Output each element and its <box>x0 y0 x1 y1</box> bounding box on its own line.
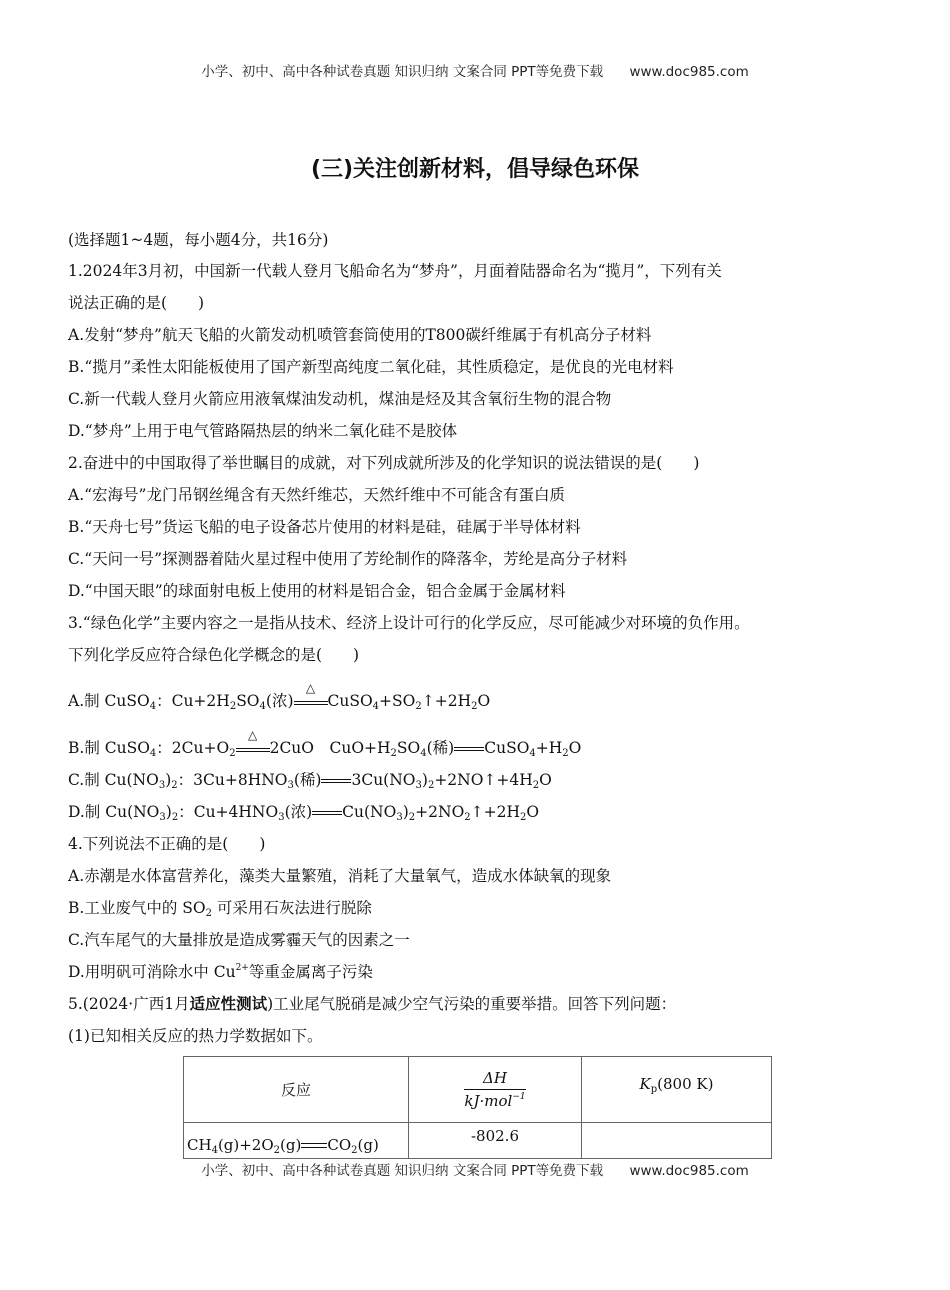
q2-option-a: A.“宏海号”龙门吊钢丝绳含有天然纤维芯，天然纤维中不可能含有蛋白质 <box>68 486 565 504</box>
reaction-cell: $CH_4(g)+2O_2(g)$ $CO_2(g)$ <box>184 1123 409 1159</box>
q2-option-d: D.“中国天眼”的球面射电板上使用的材料是铝合金，铝合金属于金属材料 <box>68 582 566 600</box>
section-intro: (选择题1~4题，每小题4分，共16分) <box>68 231 329 249</box>
q3-option-a: A.制 CuSO$_4$：$Cu+2H_2SO_4$(浓) △ $CuSO_4+SO_2↑+2H_2O$ <box>68 681 491 712</box>
q4-stem: 4.下列说法不正确的是( ) <box>68 835 266 853</box>
q3-stem-line1: 3.“绿色化学”主要内容之一是指从技术、经济上设计可行的化学反应，尽可能减少对环境的负作用。 <box>68 614 750 632</box>
footer-text: 小学、初中、高中各种试卷真题 知识归纳 文案合同 PPT等免费下载 <box>201 1163 604 1179</box>
heat-condition: △ <box>236 746 270 752</box>
q4-option-d: D.用明矾可消除水中 $Cu^{2+}$等重金属离子污染 <box>68 963 373 981</box>
dh-value-cell: -802.6 <box>409 1123 582 1159</box>
q2-option-b: B.“天舟七号”货运飞船的电子设备芯片使用的材料是硅，硅属于半导体材料 <box>68 518 581 536</box>
q2-option-c: C.“天问一号”探测器着陆火星过程中使用了芳纶制作的降落伞，芳纶是高分子材料 <box>68 550 628 568</box>
page-title: (三)关注创新材料，倡导绿色环保 <box>310 157 640 182</box>
q3-option-c: C.制 $Cu(NO_3)_2$：$3Cu+8HNO_3$(稀) $3Cu(NO_3)_2+2NO↑+4H_2O$ <box>68 771 552 791</box>
q5-sub1: (1)已知相关反应的热力学数据如下。 <box>68 1027 323 1045</box>
q1-option-c: C.新一代载人登月火箭应用液氧煤油发动机，煤油是烃及其含氧衍生物的混合物 <box>68 390 612 408</box>
col-header-dh: $\frac{\Delta H}{kJ\cdot mol^{-1}}$ <box>409 1057 582 1123</box>
q1-option-b: B.“揽月”柔性太阳能板使用了国产新型高纯度二氧化硅，其性质稳定，是优良的光电材料 <box>68 358 674 376</box>
page-header <box>0 60 950 80</box>
footer-url[interactable]: www.doc985.com <box>629 1163 749 1179</box>
q4-option-a: A.赤潮是水体富营养化，藻类大量繁殖，消耗了大量氧气，造成水体缺氧的现象 <box>68 867 612 885</box>
q3-option-d: D.制 $Cu(NO_3)_2$：$Cu+4HNO_3$(浓) $Cu(NO_3)_2+2NO_2↑+2H_2O$ <box>68 803 540 823</box>
q1-option-d: D.“梦舟”上用于电气管路隔热层的纳米二氧化硅不是胶体 <box>68 422 458 440</box>
q3-option-b: B.制 CuSO$_4$：$2Cu+O_2$ △ 2CuO $CuO+H_2SO_4$(稀) $CuSO_4+H_2O$ <box>68 728 582 759</box>
q1-option-a: A.发射“梦舟”航天飞船的火箭发动机喷管套筒使用的T800碳纤维属于有机高分子材料 <box>68 326 652 344</box>
kp-value-cell <box>582 1123 772 1159</box>
header-text: 小学、初中、高中各种试卷真题 知识归纳 文案合同 PPT等免费下载 <box>201 64 604 80</box>
heat-condition: △ <box>294 699 328 705</box>
q2-stem: 2.奋进中的中国取得了举世瞩目的成就，对下列成就所涉及的化学知识的说法错误的是( ) <box>68 454 700 472</box>
col-header-kp: $K_p(800$ K) <box>582 1057 772 1123</box>
q3-stem-line2: 下列化学反应符合绿色化学概念的是( ) <box>68 646 360 664</box>
q4-option-b: B.工业废气中的 $SO_2$ 可采用石灰法进行脱除 <box>68 899 372 919</box>
thermo-table <box>183 1056 772 1159</box>
col-header-reaction: 反应 <box>184 1057 409 1123</box>
q4-option-c: C.汽车尾气的大量排放是造成雾霾天气的因素之一 <box>68 931 410 949</box>
q5-stem: 5.(2024·广西1月适应性测试)工业尾气脱硝是减少空气污染的重要举措。回答下列问题： <box>68 994 677 1013</box>
q1-stem-line1: 1.2024年3月初，中国新一代载人登月飞船命名为“梦舟”，月面着陆器命名为“揽月”，下列有关 <box>68 262 722 280</box>
q1-stem-line2: 说法正确的是( ) <box>68 294 205 312</box>
header-url[interactable]: www.doc985.com <box>629 64 749 80</box>
page-footer <box>0 1159 950 1179</box>
